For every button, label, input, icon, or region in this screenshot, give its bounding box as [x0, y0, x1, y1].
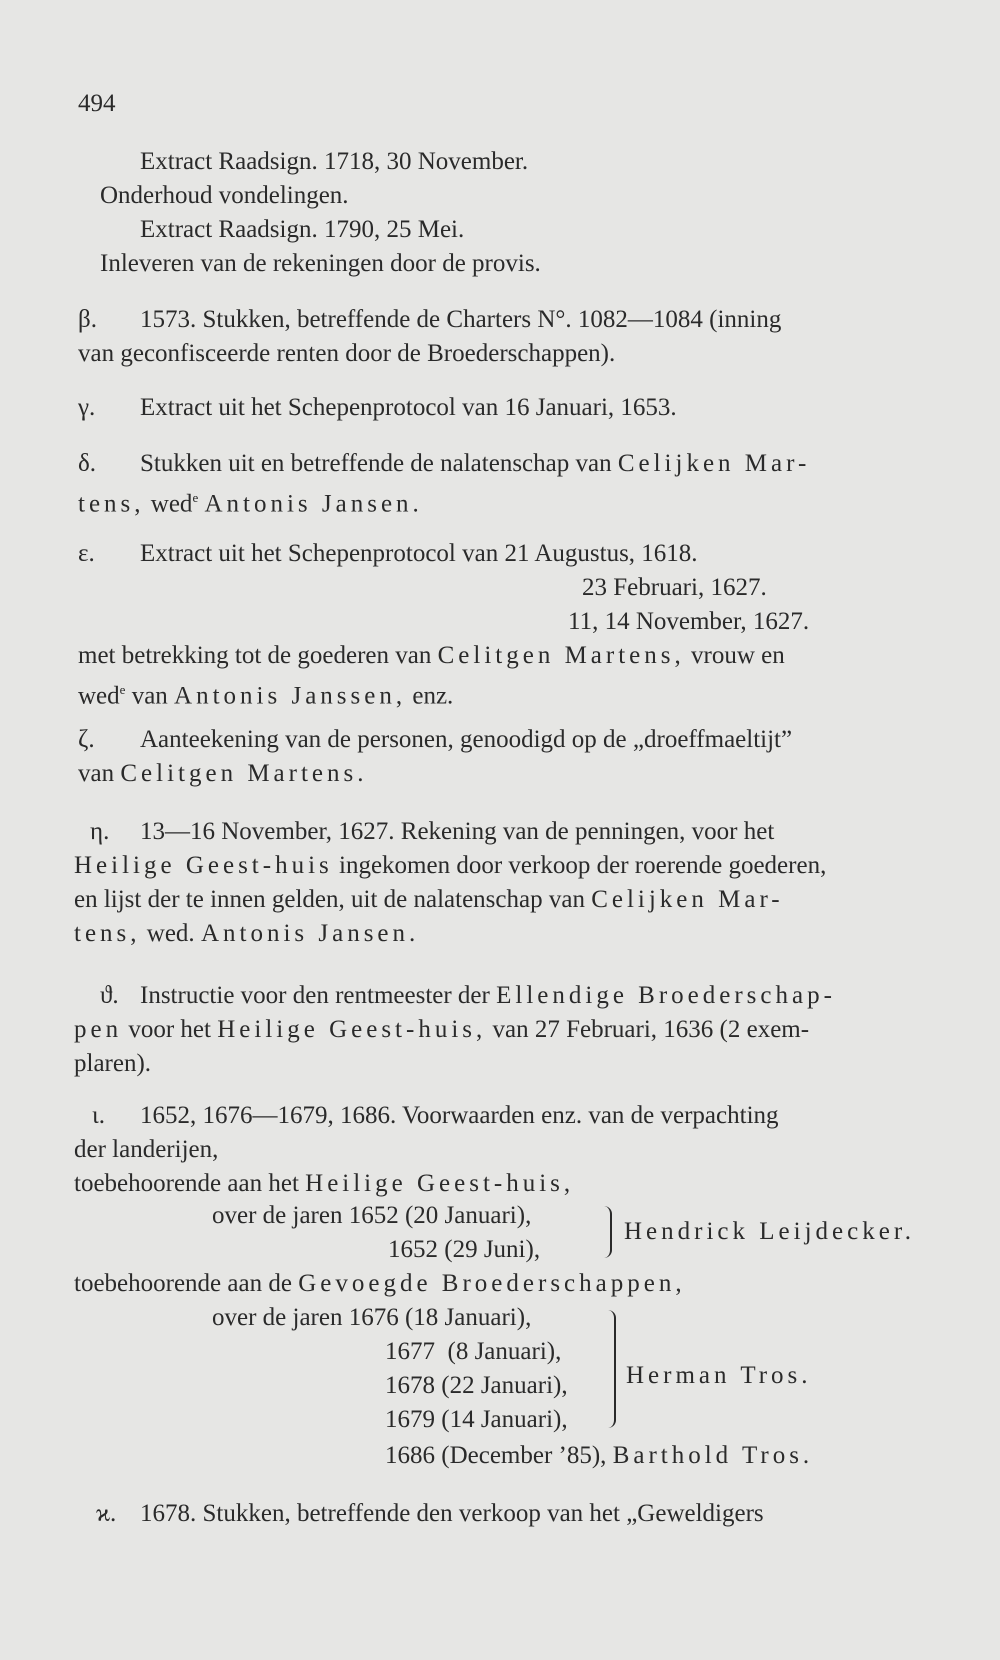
abbrev: wed: [150, 490, 193, 518]
lessee-name-3: Barthold Tros.: [612, 1442, 814, 1469]
eta-line-3: [74, 884, 784, 916]
institution-name: Heilige Geest-huis,: [217, 1016, 487, 1043]
beta-line-2: van geconfisceerde renten door de Broederschappen).: [78, 340, 616, 367]
person-name: Celitgen Martens.: [120, 760, 368, 787]
delta-marker: δ.: [78, 450, 97, 477]
epsilon-text: van: [131, 682, 168, 710]
person-name: Antonis Jansen.: [204, 490, 423, 518]
theta-text: Instructie voor den rentmeester der: [140, 982, 490, 1009]
zeta-line-1: Aanteekening van de personen, genoodigd op de „droeffmaeltijt”: [140, 726, 793, 753]
delta-text: Stukken uit en betreffende de nalatenschap van: [140, 450, 612, 477]
delta-line-2: [78, 482, 423, 520]
eta-line-4: [74, 918, 419, 950]
eta-text: wed.: [146, 920, 195, 947]
zeta-line-2: [78, 758, 368, 790]
institution-name: Ellendige Broederschap-: [496, 982, 836, 1009]
intro-line-2: Onderhoud vondelingen.: [100, 182, 349, 209]
zeta-text: van: [78, 760, 115, 787]
institution-name: Heilige Geest-huis,: [305, 1170, 575, 1197]
iota-line-6: [74, 1268, 686, 1300]
iota-line-9: 1678 (22 Januari),: [385, 1372, 568, 1399]
theta-text: van 27 Februari, 1636 (2 exem-: [492, 1016, 810, 1043]
eta-text: en lijst der te innen gelden, uit de nalatenschap van: [74, 886, 585, 913]
iota-line-8: 1677 (8 Januari),: [385, 1338, 562, 1365]
theta-line-1: [140, 980, 836, 1012]
lessee-name-2: Herman Tros.: [626, 1362, 812, 1389]
brace: [604, 1206, 612, 1258]
iota-text: toebehoorende aan de: [74, 1270, 292, 1297]
iota-line-1: 1652, 1676—1679, 1686. Voorwaarden enz. van de verpachting: [140, 1102, 779, 1129]
institution-name: Heilige Geest-huis: [74, 852, 333, 879]
iota-marker: ι.: [92, 1102, 105, 1129]
iota-line-11: [385, 1440, 813, 1472]
epsilon-text: enz.: [412, 682, 454, 710]
zeta-marker: ζ.: [78, 726, 95, 753]
iota-text: toebehoorende aan het: [74, 1170, 299, 1197]
beta-line-1: 1573. Stukken, betreffende de Charters N°. 1082—1084 (inning: [140, 306, 782, 333]
kappa-line-1: 1678. Stukken, betreffende den verkoop van het „Geweldigers: [140, 1500, 764, 1527]
theta-line-3: plaren).: [74, 1050, 152, 1077]
epsilon-line-5: [78, 674, 453, 712]
kappa-marker: ϰ.: [96, 1500, 117, 1527]
eta-text: ingekomen door verkoop der roerende goederen,: [339, 852, 827, 879]
eta-marker: η.: [90, 818, 110, 845]
institution-name: Gevoegde Broederschappen,: [298, 1270, 686, 1297]
person-name: Antonis Jansen.: [200, 920, 420, 947]
iota-line-5: 1652 (29 Juni),: [388, 1236, 541, 1263]
abbrev: wed: [78, 682, 120, 710]
person-name: Antonis Janssen,: [174, 682, 407, 710]
epsilon-line-4: [78, 640, 785, 672]
intro-line-4: Inleveren van de rekeningen door de provis.: [100, 250, 541, 277]
epsilon-marker: ε.: [78, 540, 95, 567]
epsilon-text: met betrekking tot de goederen van: [78, 642, 432, 669]
epsilon-line-2: 23 Februari, 1627.: [582, 574, 767, 601]
brace: [608, 1310, 616, 1428]
eta-line-2: [74, 850, 826, 882]
intro-line-3: Extract Raadsign. 1790, 25 Mei.: [140, 216, 465, 243]
epsilon-text: vrouw en: [691, 642, 785, 669]
abbrev-sup: e: [119, 682, 126, 697]
gamma-marker: γ.: [78, 394, 96, 421]
iota-line-3: [74, 1168, 574, 1200]
person-name: tens,: [74, 920, 141, 947]
delta-line-1: [140, 448, 810, 480]
person-name: tens,: [78, 490, 145, 518]
person-name: Celijken Mar-: [591, 886, 784, 913]
epsilon-line-3: 11, 14 November, 1627.: [568, 608, 810, 635]
institution-name: pen: [74, 1016, 123, 1043]
abbrev-sup: e: [192, 490, 199, 505]
iota-line-4: over de jaren 1652 (20 Januari),: [212, 1202, 532, 1229]
person-name: Celitgen Martens,: [437, 642, 685, 669]
theta-marker: ϑ.: [100, 982, 119, 1009]
page-number: 494: [78, 90, 116, 117]
eta-line-1: 13—16 November, 1627. Rekening van de penningen, voor het: [140, 818, 775, 845]
iota-line-7: over de jaren 1676 (18 Januari),: [212, 1304, 532, 1331]
gamma-line-1: Extract uit het Schepenprotocol van 16 Januari, 1653.: [140, 394, 677, 421]
epsilon-line-1: Extract uit het Schepenprotocol van 21 Augustus, 1618.: [140, 540, 698, 567]
iota-line-10: 1679 (14 Januari),: [385, 1406, 568, 1433]
theta-text: voor het: [128, 1016, 211, 1043]
iota-text: 1686 (December ’85),: [385, 1442, 607, 1469]
iota-line-2: der landerijen,: [74, 1136, 219, 1163]
person-name: Celijken Mar-: [617, 450, 811, 477]
intro-line-1: Extract Raadsign. 1718, 30 November.: [140, 148, 529, 175]
beta-marker: β.: [78, 306, 97, 333]
theta-line-2: [74, 1014, 809, 1046]
lessee-name-1: Hendrick Leijdecker.: [624, 1218, 916, 1245]
